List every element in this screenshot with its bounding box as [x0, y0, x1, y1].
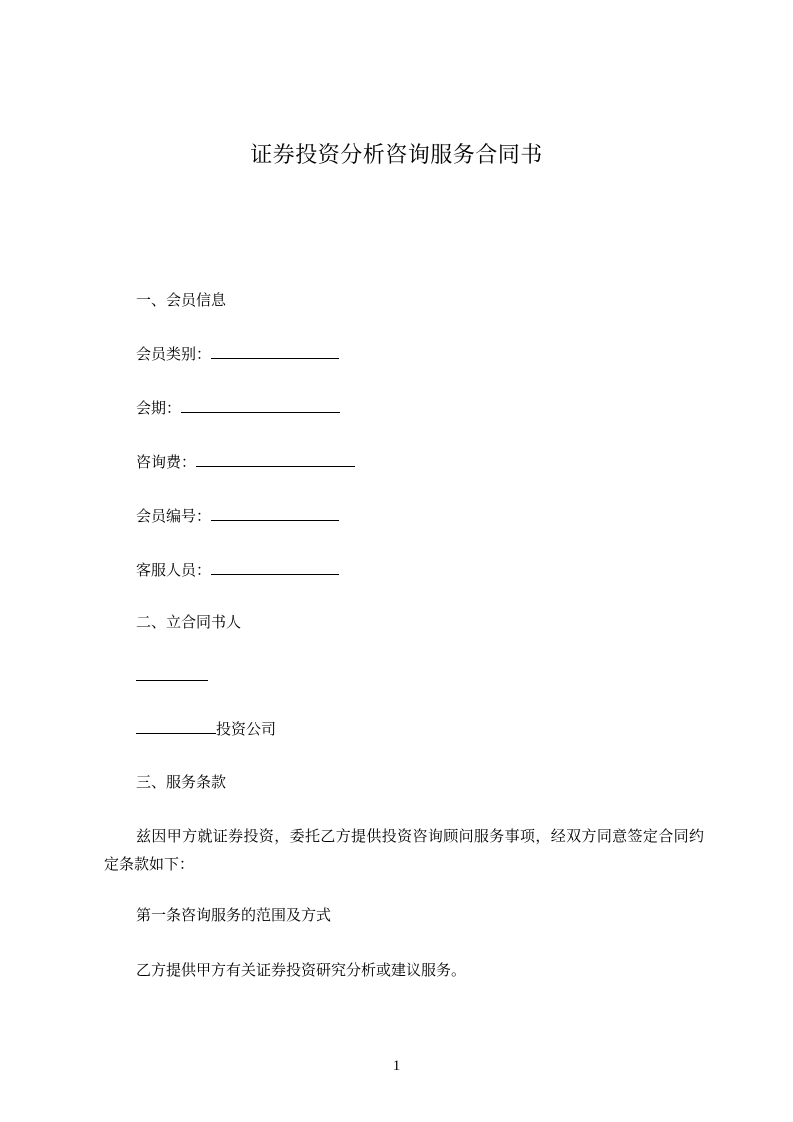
term-field — [136, 398, 340, 418]
member-type-label: 会员类别： — [136, 345, 212, 363]
party-b-field — [136, 719, 276, 739]
page-number: 1 — [392, 1058, 401, 1074]
section-heading-terms: 三、服务条款 — [136, 773, 227, 791]
member-no-label: 会员编号： — [136, 507, 212, 525]
terms-intro-paragraph: 兹因甲方就证券投资，委托乙方提供投资咨询顾问服务事项，经双方同意签定合同约定条款如下： — [104, 827, 704, 873]
party-b-blank[interactable] — [136, 719, 216, 734]
section-heading-member-info: 一、会员信息 — [136, 291, 227, 309]
fee-field — [136, 452, 355, 472]
staff-field — [136, 560, 339, 580]
section-heading-parties: 二、立合同书人 — [136, 613, 242, 631]
party-a-blank[interactable] — [136, 666, 208, 681]
staff-blank[interactable] — [211, 560, 339, 575]
fee-label: 咨询费： — [136, 453, 197, 471]
article-1-body: 乙方提供甲方有关证券投资研究分析或建议服务。 — [136, 961, 467, 979]
fee-blank[interactable] — [196, 452, 355, 467]
term-blank[interactable] — [181, 398, 340, 413]
party-a-field — [136, 666, 208, 686]
member-no-blank[interactable] — [211, 506, 339, 521]
staff-label: 客服人员： — [136, 561, 212, 579]
document-title: 证券投资分析咨询服务合同书 — [250, 143, 543, 168]
member-type-blank[interactable] — [211, 344, 339, 359]
term-label: 会期： — [136, 399, 182, 417]
company-suffix: 投资公司 — [216, 720, 277, 738]
member-no-field — [136, 506, 339, 526]
article-1-heading: 第一条咨询服务的范围及方式 — [136, 906, 332, 924]
member-type-field — [136, 344, 339, 364]
